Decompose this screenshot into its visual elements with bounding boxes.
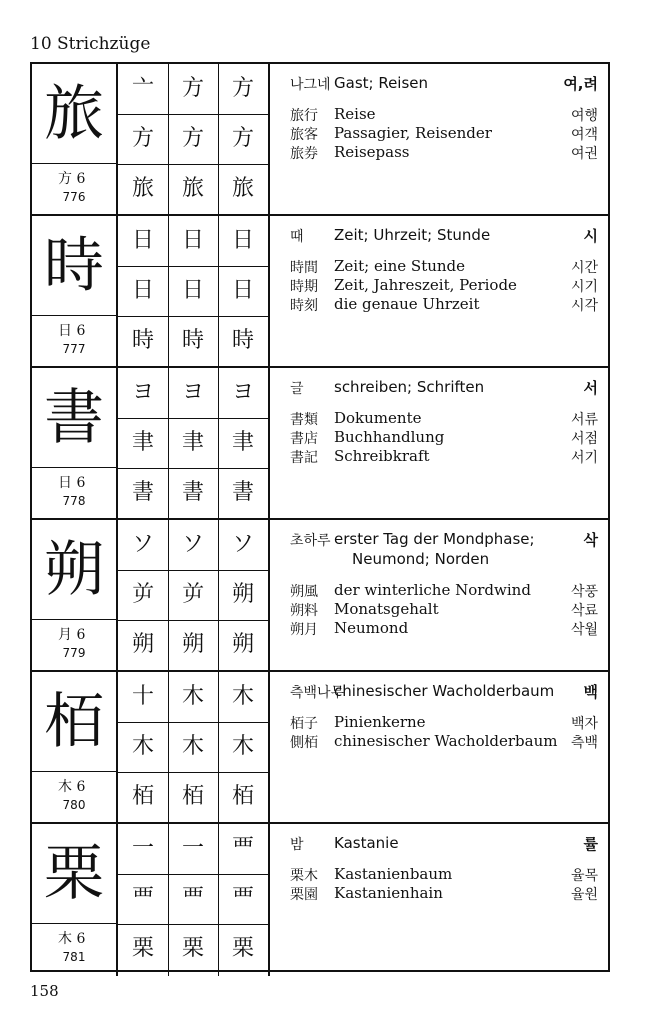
compound-kanji: 栗園 [290,887,318,903]
main-kanji: 旅 [32,64,116,164]
compound-meaning: Kastanienhain [334,884,443,902]
stroke-step: 日 [131,278,154,303]
page-number: 158 [30,982,59,1000]
stroke-step: 日 [231,278,254,303]
page-header: 10 Strichzüge [30,34,151,54]
definition-block [280,672,608,824]
compound-kanji: 側栢 [290,735,318,751]
compound-reading: 율원 [570,887,598,903]
compound-reading: 여객 [570,127,598,143]
meaning: schreiben; Schriften [334,378,485,396]
stroke-order-grid [118,824,270,976]
radical: 方 6 [58,171,86,187]
stroke-step: ソ [231,532,254,557]
reading: 삭 [583,531,598,549]
stroke-step: 聿 [131,430,154,455]
korean-gloss: 밤 [290,837,304,853]
definition-block [280,64,608,216]
kanji-entry [32,64,608,216]
radical: 日 6 [58,475,86,491]
meaning: Gast; Reisen [334,74,429,92]
stroke-step: 日 [231,228,254,253]
compound-meaning: Zeit, Jahreszeit, Periode [334,276,517,294]
compound-kanji: 栗木 [290,868,318,884]
kanji-number: 777 [62,342,86,356]
compound-meaning: die genaue Uhrzeit [334,295,480,313]
stroke-step: 聿 [181,430,204,455]
radical: 木 6 [58,779,86,795]
kanji-number: 778 [62,494,86,508]
stroke-step: ヨ [181,380,204,405]
compound-kanji: 旅客 [290,127,318,143]
stroke-step: 一 [181,836,204,861]
radical: 日 6 [58,323,86,339]
stroke-step: 聿 [231,430,254,455]
stroke-step: ヨ [231,380,254,405]
meaning: Kastanie [334,834,399,852]
stroke-order-grid [118,672,270,824]
meaning: chinesischer Wacholderbaum [334,682,555,700]
stroke-step: 十 [131,684,154,709]
compound-kanji: 朔料 [290,603,318,619]
compound-kanji: 時刻 [290,298,318,314]
kanji-entry [32,672,608,824]
reading: 백 [583,683,598,701]
korean-gloss: 글 [290,381,304,397]
kanji-number: 781 [62,950,86,964]
stroke-step: 栢 [131,784,154,809]
compound-reading: 서류 [570,412,598,428]
stroke-step: 覀 [231,836,254,861]
kanji-cell [32,64,118,216]
radical: 木 6 [58,931,86,947]
kanji-cell [32,520,118,672]
compound-kanji: 朔風 [290,584,318,600]
stroke-step: 朔 [181,632,204,657]
compound-reading: 시각 [570,298,598,314]
compound-meaning: Reise [334,105,376,123]
stroke-step: 亠 [131,76,154,101]
stroke-step: 方 [231,76,254,101]
kanji-cell [32,672,118,824]
stroke-step: ソ [131,532,154,557]
kanji-entry [32,520,608,672]
stroke-step: 覀 [131,886,154,911]
stroke-step: 朔 [131,632,154,657]
stroke-step: 日 [131,228,154,253]
compound-reading: 삭료 [570,603,598,619]
compound-meaning: Zeit; eine Stunde [334,257,466,275]
compound-kanji: 旅行 [290,108,318,124]
kanji-entry [32,368,608,520]
main-kanji: 朔 [32,520,116,620]
compound-meaning: der winterliche Nordwind [334,581,531,599]
stroke-step: 旅 [231,176,254,201]
kanji-number: 780 [62,798,86,812]
stroke-step: 書 [181,480,204,505]
kanji-number: 779 [62,646,86,660]
kanji-number: 776 [62,190,86,204]
compound-kanji: 朔月 [290,622,318,638]
main-kanji: 栢 [32,672,116,772]
stroke-step: 屰 [181,582,204,607]
definition-block [280,216,608,368]
reading: 서 [583,379,598,397]
stroke-step: 栢 [231,784,254,809]
stroke-step: 木 [181,684,204,709]
compound-reading: 서점 [570,431,598,447]
compound-reading: 서기 [570,450,598,466]
compound-meaning: chinesischer Wacholderbaum [334,732,558,750]
stroke-step: 栗 [231,936,254,961]
stroke-step: 木 [131,734,154,759]
stroke-step: 朔 [231,632,254,657]
stroke-step: 時 [131,328,154,353]
stroke-step: 時 [181,328,204,353]
definition-block [280,368,608,520]
compound-meaning: Kastanienbaum [334,865,453,883]
korean-gloss: 때 [290,229,304,245]
compound-reading: 여행 [570,108,598,124]
stroke-step: 方 [181,126,204,151]
kanji-entry [32,824,608,976]
compound-meaning: Dokumente [334,409,422,427]
stroke-step: 朔 [231,582,254,607]
compound-reading: 시기 [570,279,598,295]
compound-reading: 여권 [570,146,598,162]
reading: 여,려 [563,75,598,93]
stroke-step: 旅 [131,176,154,201]
meaning-cont: Neumond; Norden [352,550,490,568]
stroke-step: 木 [231,684,254,709]
stroke-order-grid [118,368,270,520]
radical: 月 6 [58,627,86,643]
stroke-step: 覀 [181,886,204,911]
main-kanji: 書 [32,368,116,468]
stroke-step: ソ [181,532,204,557]
stroke-step: 方 [231,126,254,151]
compound-meaning: Schreibkraft [334,447,430,465]
stroke-step: 栢 [181,784,204,809]
stroke-step: 栗 [131,936,154,961]
stroke-step: 書 [131,480,154,505]
stroke-step: 木 [231,734,254,759]
definition-block [280,824,608,976]
reading: 률 [583,835,598,853]
stroke-step: 日 [181,278,204,303]
korean-gloss: 측백나무 [290,685,345,701]
stroke-step: ヨ [131,380,154,405]
meaning: Zeit; Uhrzeit; Stunde [334,226,491,244]
compound-kanji: 栢子 [290,716,318,732]
compound-meaning: Passagier, Reisender [334,124,492,142]
stroke-step: 覀 [231,886,254,911]
main-kanji: 栗 [32,824,116,924]
compound-reading: 시간 [570,260,598,276]
korean-gloss: 초하루 [290,533,331,549]
compound-meaning: Buchhandlung [334,428,445,446]
meaning: erster Tag der Mondphase; [334,530,535,548]
reading: 시 [583,227,598,245]
compound-kanji: 時間 [290,260,318,276]
stroke-step: 日 [181,228,204,253]
stroke-step: 方 [181,76,204,101]
stroke-step: 時 [231,328,254,353]
compound-reading: 삭월 [570,622,598,638]
compound-kanji: 書店 [290,431,318,447]
definition-block [280,520,608,672]
stroke-step: 木 [181,734,204,759]
kanji-cell [32,368,118,520]
kanji-table [30,62,610,972]
stroke-step: 栗 [181,936,204,961]
compound-kanji: 書記 [290,450,318,466]
stroke-step: 屰 [131,582,154,607]
kanji-entry [32,216,608,368]
compound-meaning: Neumond [334,619,409,637]
compound-meaning: Pinienkerne [334,713,426,731]
compound-kanji: 書類 [290,412,318,428]
compound-kanji: 旅券 [290,146,318,162]
compound-meaning: Monatsgehalt [334,600,439,618]
stroke-step: 書 [231,480,254,505]
stroke-step: 一 [131,836,154,861]
main-kanji: 時 [32,216,116,316]
stroke-order-grid [118,520,270,672]
compound-meaning: Reisepass [334,143,410,161]
compound-reading: 측백 [570,735,598,751]
korean-gloss: 나그네 [290,77,331,93]
kanji-cell [32,824,118,976]
compound-reading: 율목 [570,868,598,884]
compound-reading: 삭풍 [570,584,598,600]
stroke-step: 旅 [181,176,204,201]
kanji-cell [32,216,118,368]
compound-reading: 백자 [570,716,598,732]
compound-kanji: 時期 [290,279,318,295]
stroke-step: 方 [131,126,154,151]
stroke-order-grid [118,216,270,368]
stroke-order-grid [118,64,270,216]
